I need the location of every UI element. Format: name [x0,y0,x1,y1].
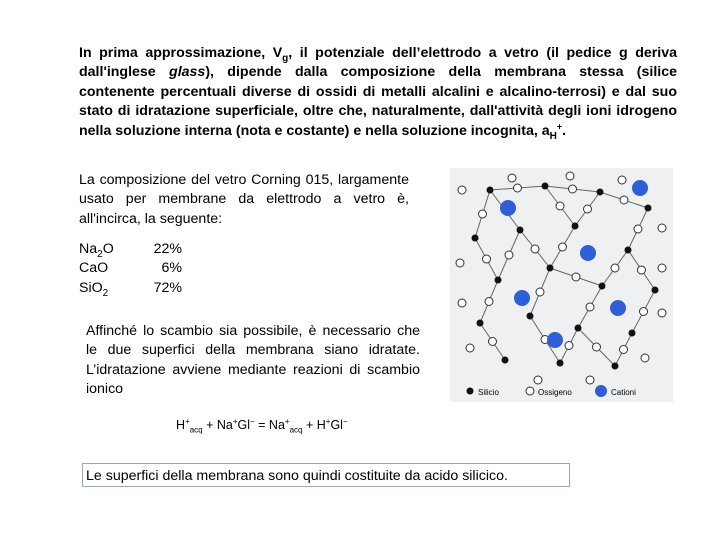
percent-sio2: 72% [153,279,182,296]
legend-ossigeno: Ossigeno [538,388,572,397]
silicon-atom [547,265,554,272]
intro-sup-plus: + [556,120,563,131]
intro-text-1: In prima approssimazione, V [79,45,283,61]
eq-h: H [176,418,186,432]
silicon-atom [502,357,509,364]
silicon-legend-icon [467,388,474,395]
eq-na: + Na [202,418,233,432]
oxygen-atom [569,185,577,193]
oxygen-atom [559,243,567,251]
oxygen-atom [458,186,466,194]
eq-h2: + H [302,418,326,432]
eq-h2-sup: + [325,416,331,426]
oxygen-atom [485,298,493,306]
oxygen-atom [584,205,592,213]
intro-paragraph [79,44,677,141]
oxygen-atom [620,196,628,204]
legend-cationi: Cationi [611,388,636,397]
percent-na2o: 22% [153,241,182,257]
oxygen-atom [586,303,594,311]
oxygen-atom [572,273,580,281]
silicon-atom [557,360,564,367]
intro-sub-h: H [549,130,557,142]
formula-na2o [79,240,134,259]
oxygen-atom [456,259,464,267]
formula-sio2 [79,279,134,298]
oxygen-atom [458,299,466,307]
cation-legend-icon [595,385,607,397]
formula-sub: 2 [102,287,109,299]
oxygen-atom [658,224,666,232]
hydration-paragraph: Affinché lo scambio sia possibile, è necessario che le due superfici della membrana siano idratate. L’idratazione avviene mediante reazioni di scambio ionico [86,323,420,398]
conclusion-text: Le superfici della membrana sono quindi costituite da acido silicico. [86,468,508,484]
percent-cao: 6% [161,260,182,277]
oxygen-atom [638,266,646,274]
composition-row-na2o [79,240,182,259]
eq-na2-sup: + [284,416,290,426]
silicon-atom [542,183,549,190]
oxygen-atom [586,376,594,384]
oxygen-atom [620,346,628,354]
oxygen-atom [641,354,649,362]
eq-gl: Gl [237,418,251,432]
eq-h-sup: + [185,416,190,426]
legend-silicio: Silicio [478,388,499,397]
oxygen-atom [658,264,666,272]
formula-main: SiO [79,279,103,296]
eq-gl-sup: − [250,416,255,426]
oxygen-atom [658,309,666,317]
oxygen-atom [556,202,564,210]
figure-legend [467,385,637,397]
oxygen-atom [483,255,491,263]
glass-structure-figure [450,168,673,402]
intro-text-2: , il potenziale dell’elettrodo a vetro (il pedice g deriva dall'inglese [79,45,677,81]
silicon-atom [645,205,652,212]
oxygen-atom [531,245,539,253]
formula-tail: O [102,241,114,257]
intro-sub-g: g [282,52,289,64]
silicon-atom [572,223,579,230]
oxygen-atom [508,174,516,182]
eq-equals-na: = Na [254,418,285,432]
formula-sub: 2 [97,248,103,260]
oxygen-atom [566,172,574,180]
oxygen-atom [618,176,626,184]
glass-structure-illustration [450,168,673,402]
composition-row-sio2 [79,279,182,298]
composition-row-cao [79,259,182,278]
oxygen-atom [634,225,642,233]
composition-intro-paragraph: La composizione del vetro Corning 015, largamente usato per membrane da elettrodo a vetro è, all'incirca, la seguente: [79,172,409,227]
silicon-atom [599,283,606,290]
eq-na2-sub: acq [289,425,303,435]
eq-h-sub: acq [189,425,203,435]
oxygen-atom [479,210,487,218]
silicon-atom [517,227,524,234]
cation-atom [580,245,596,261]
oxygen-atom [466,344,474,352]
silicon-atom [527,313,534,320]
formula-main: Na [79,241,98,257]
intro-text-4: . [562,122,567,139]
silicon-atom [625,247,632,254]
oxygen-atom [514,184,522,192]
silicon-atom [487,187,494,194]
ion-exchange-equation [176,416,348,435]
intro-text-3: ), dipende dalla composizione della membrana stessa (silice contenente percentuali diverse di ossidi di metalli alcalini e alcalino-terrosi) e dal suo stato di idratazione superficiale, oltre che, naturalmente, dall'attività degli ioni idrogeno nella soluzione interna (nota e costante) e nella soluzione incognita, a [79,64,677,139]
oxygen-atom [565,342,573,350]
formula-main: CaO [79,260,109,277]
silicon-atom [652,287,659,294]
eq-gl2: Gl [330,418,343,432]
cation-atom [547,332,563,348]
oxygen-atom [536,288,544,296]
eq-gl2-sup: − [342,416,348,426]
silicon-atom [612,363,619,370]
eq-na-sup: + [232,416,238,426]
silicon-atom [477,320,484,327]
silicon-atom [472,235,479,242]
cation-atom [632,180,648,196]
oxygen-atom [534,376,542,384]
oxygen-atom [505,251,513,259]
composition-table [79,240,182,298]
intro-italic-glass: glass [169,64,206,81]
conclusion-box [82,463,570,487]
cation-atom [610,300,626,316]
oxygen-atom [489,338,497,346]
cation-atom [500,200,516,216]
silicon-atom [575,325,582,332]
oxygen-atom [611,264,619,272]
oxygen-legend-icon [526,387,534,395]
oxygen-atom [593,343,601,351]
cation-atom [514,290,530,306]
silicon-atom [629,330,636,337]
silicon-atom [597,189,604,196]
silicon-atom [495,277,502,284]
oxygen-atom [640,308,648,316]
formula-cao [79,259,134,278]
